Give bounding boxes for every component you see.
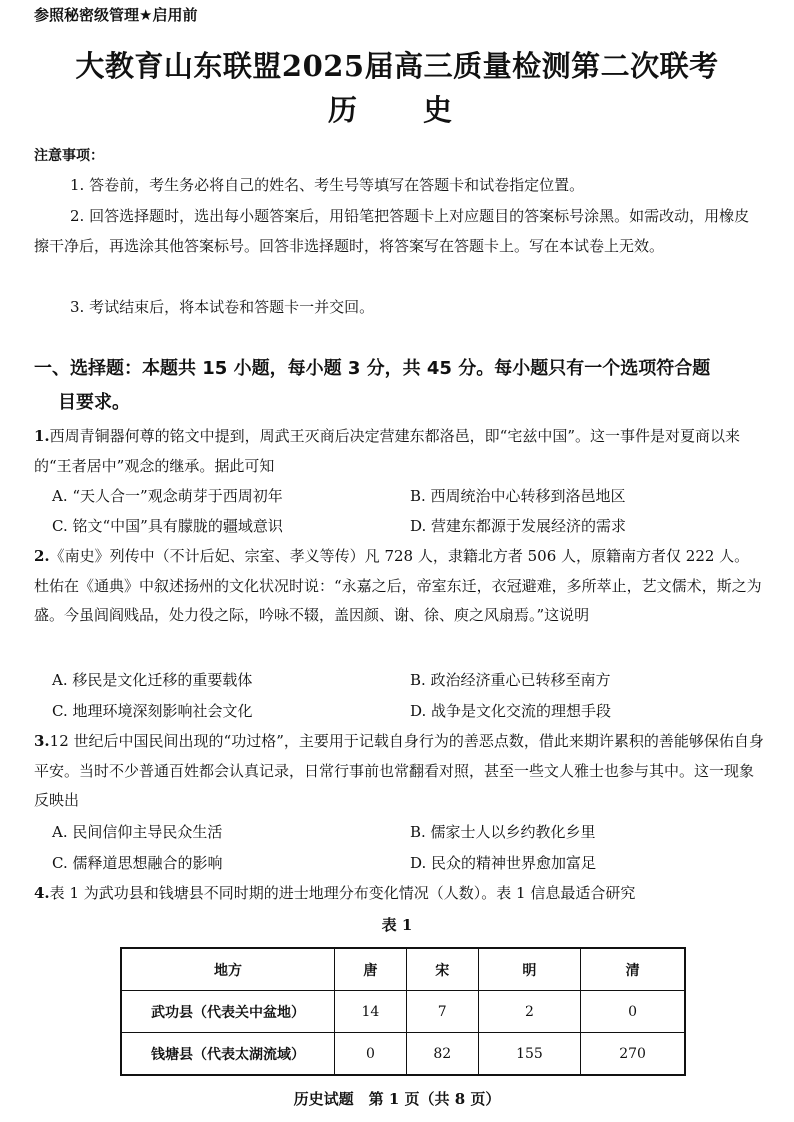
note-item: 1. 答卷前，考生务必将自己的姓名、考生号等填写在答题卡和试卷指定位置。 (70, 176, 585, 194)
option-c: C. 儒释道思想融合的影响 (52, 854, 223, 872)
option-b: B. 儒家士人以乡约教化乡里 (410, 823, 596, 841)
option-a: A. “天人合一”观念萌芽于西周初年 (52, 487, 283, 505)
table-row (121, 991, 685, 1033)
option-b: B. 政治经济重心已转移至南方 (410, 671, 611, 689)
question-number: 2. (34, 547, 50, 565)
table-cell: 270 (581, 1033, 685, 1076)
table-caption: 表 1 (381, 916, 413, 934)
option-d: D. 营建东都源于发展经济的需求 (410, 517, 627, 535)
table-header-cell: 宋 (406, 948, 478, 991)
question-stem: 12 世纪后中国民间出现的“功过格”，主要用于记载自身行为的善恶点数，借此来期许累积的善能够保佑自身平安。当时不少普通百姓都会认真记录，日常行事前也常翻看对照，甚至一些文人雅士也参与其中。这一现象反映出 (34, 732, 764, 809)
question-stem: 《南史》列传中（不计后妃、宗室、孝义等传）凡 728 人，隶籍北方者 506 人，原籍南方者仅 222 人。杜佑在《通典》中叙述扬州的文化状况时说：“永嘉之后，帝室东迁，衣冠避难，多所萃止，艺文儒术，斯之为盛。今虽闾阎贱品，处力役之际，吟咏不辍，盖因颜、谢、徐、庾之风扇焉。”这说明 (34, 547, 762, 624)
data-table (120, 947, 686, 1076)
table-cell-place: 武功县（代表关中盆地） (121, 991, 335, 1033)
table-header-cell: 唐 (335, 948, 407, 991)
question-2 (34, 542, 764, 631)
secret-label: 参照秘密级管理★启用前 (34, 6, 198, 24)
option-b: B. 西周统治中心转移到洛邑地区 (410, 487, 626, 505)
page-footer: 历史试题 第 1 页（共 8 页） (293, 1090, 501, 1108)
question-3 (34, 727, 764, 816)
table-cell: 0 (581, 991, 685, 1033)
section-heading (34, 352, 764, 420)
table-cell: 7 (406, 991, 478, 1033)
table-row (121, 1033, 685, 1076)
table-cell: 2 (478, 991, 581, 1033)
option-c: C. 铭文“中国”具有朦胧的疆域意识 (52, 517, 283, 535)
note-item: 3. 考试结束后，将本试卷和答题卡一并交回。 (70, 298, 375, 316)
table-cell: 0 (335, 1033, 407, 1076)
section-heading-line1: 一、选择题：本题共 15 小题，每小题 3 分，共 45 分。每小题只有一个选项符合题 (34, 358, 711, 379)
subject-title: 历 史 (327, 93, 467, 127)
exam-title: 大教育山东联盟2025届高三质量检测第二次联考 (75, 49, 719, 83)
notes-heading: 注意事项： (34, 148, 104, 164)
option-a: A. 民间信仰主导民众生活 (52, 823, 223, 841)
table-cell: 82 (406, 1033, 478, 1076)
question-number: 1. (34, 427, 50, 445)
option-a: A. 移民是文化迁移的重要载体 (52, 671, 253, 689)
section-heading-line2: 目要求。 (58, 392, 130, 413)
question-stem: 表 1 为武功县和钱塘县不同时期的进士地理分布变化情况（人数）。表 1 信息最适合研究 (49, 884, 636, 902)
question-number: 3. (34, 732, 50, 750)
table-header-row (121, 948, 685, 991)
question-1 (34, 422, 764, 481)
question-number: 4. (34, 884, 50, 902)
option-d: D. 民众的精神世界愈加富足 (410, 854, 597, 872)
table-header-cell: 地方 (121, 948, 335, 991)
table-header-cell: 清 (581, 948, 685, 991)
note-item: 2. 回答选择题时，选出每小题答案后，用铅笔把答题卡上对应题目的答案标号涂黑。如需改动，用橡皮擦干净后，再选涂其他答案标号。回答非选择题时，将答案写在答题卡上。写在本试卷上无效。 (34, 207, 750, 255)
option-d: D. 战争是文化交流的理想手段 (410, 702, 612, 720)
table-header-cell: 明 (478, 948, 581, 991)
question-4 (34, 879, 764, 909)
table-cell: 14 (335, 991, 407, 1033)
table-cell: 155 (478, 1033, 581, 1076)
question-stem: 西周青铜器何尊的铭文中提到，周武王灭商后决定营建东都洛邑，即“宅兹中国”。这一事件是对夏商以来的“王者居中”观念的继承。据此可知 (34, 427, 741, 475)
table-cell-place: 钱塘县（代表太湖流域） (121, 1033, 335, 1076)
option-c: C. 地理环境深刻影响社会文化 (52, 702, 253, 720)
